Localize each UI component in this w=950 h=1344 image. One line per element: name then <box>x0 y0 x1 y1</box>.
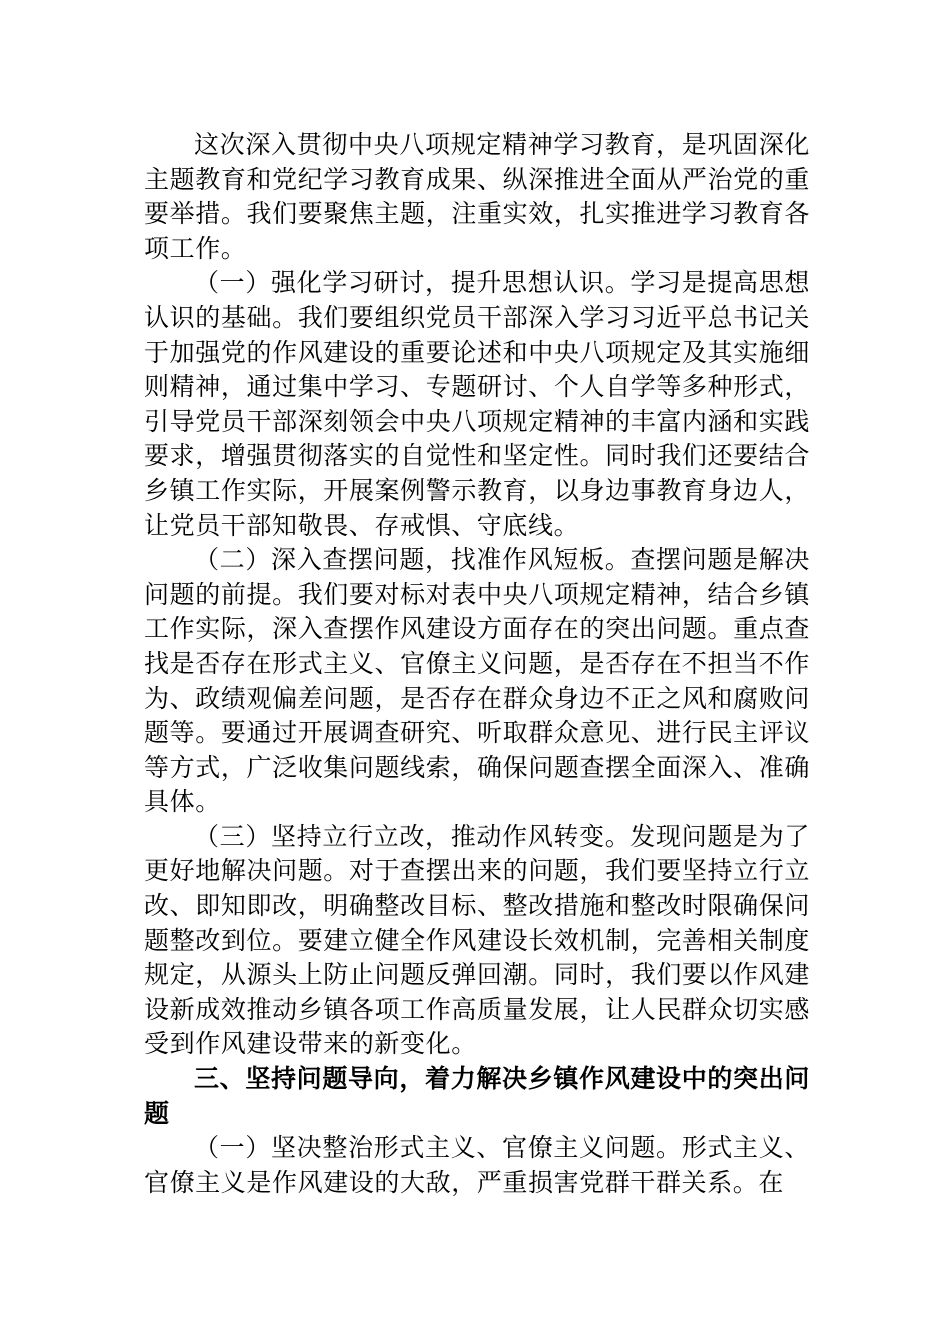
paragraph-problems: （二）深入查摆问题，找准作风短板。查摆问题是解决问题的前提。我们要对标对表中央八项规定精神，结合乡镇工作实际，深入查摆作风建设方面存在的突出问题。重点查找是否存在形式主义、官僚主义问题，是否存在不担当不作为、政绩观偏差问题，是否存在群众身边不正之风和腐败问题等。要通过开展调查研究、听取群众意见、进行民主评议等方式，广泛收集问题线索，确保问题查摆全面深入、准确具体。 <box>144 545 810 817</box>
paragraph-rectify: （三）坚持立行立改，推动作风转变。发现问题是为了更好地解决问题。对于查摆出来的问题，我们要坚持立行立改、即知即改，明确整改目标、整改措施和整改时限确保问题整改到位。要建立健全作风建设长效机制，完善相关制度规定，从源头上防止问题反弹回潮。同时，我们要以作风建设新成效推动乡镇各项工作高质量发展，让人民群众切实感受到作风建设带来的新变化。 <box>144 821 810 1059</box>
paragraph-study: （一）强化学习研讨，提升思想认识。学习是提高思想认识的基础。我们要组织党员干部深入学习习近平总书记关于加强党的作风建设的重要论述和中央八项规定及其实施细则精神，通过集中学习、专题研讨、个人自学等多种形式，引导党员干部深刻领会中央八项规定精神的丰富内涵和实践要求，增强贯彻落实的自觉性和坚定性。同时我们还要结合乡镇工作实际，开展案例警示教育，以身边事教育身边人，让党员干部知敬畏、存戒惧、守底线。 <box>144 268 810 540</box>
section-heading: 三、坚持问题导向，着力解决乡镇作风建设中的突出问题 <box>144 1064 810 1128</box>
document-body <box>144 128 810 1200</box>
paragraph-intro: 这次深入贯彻中央八项规定精神学习教育，是巩固深化主题教育和党纪学习教育成果、纵深推进全面从严治党的重要举措。我们要聚焦主题，注重实效，扎实推进学习教育各项工作。 <box>144 130 810 263</box>
paragraph-formalism: （一）坚决整治形式主义、官僚主义问题。形式主义、官僚主义是作风建设的大敌，严重损害党群干群关系。在 <box>144 1133 810 1197</box>
